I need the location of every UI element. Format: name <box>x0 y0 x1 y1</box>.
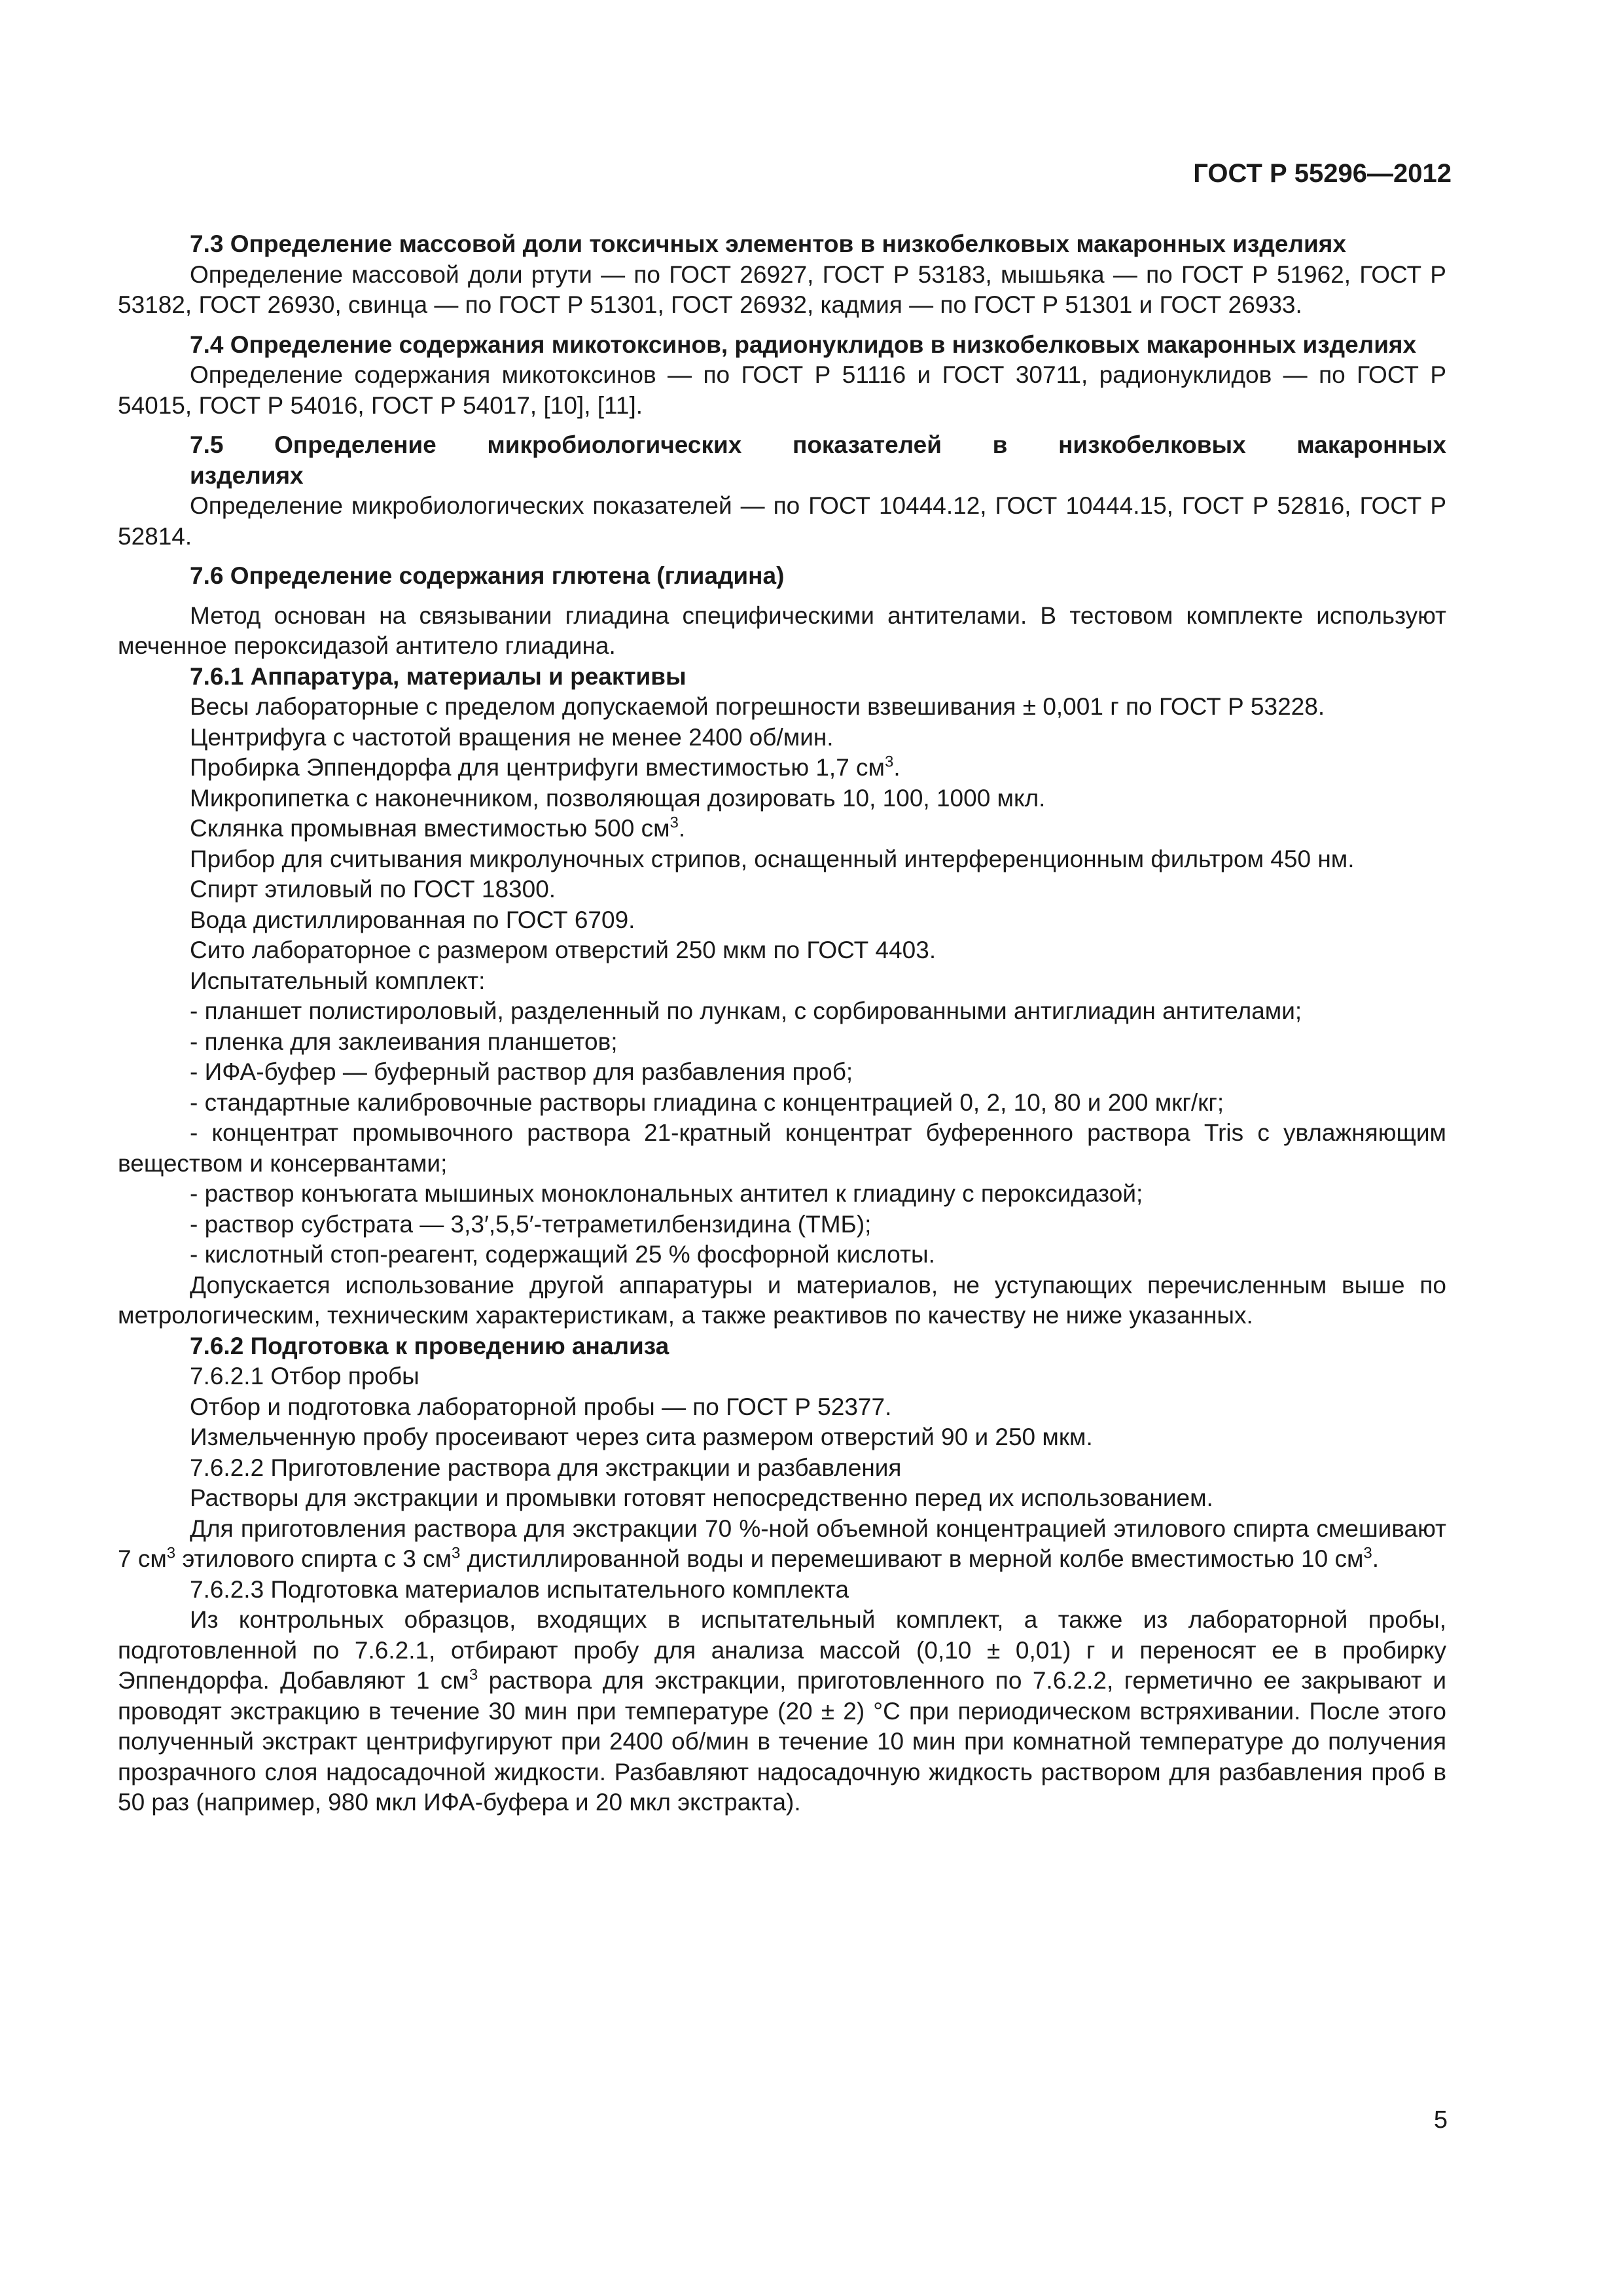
alternatives-note: Допускается использование другой аппаратуры и материалов, не уступающих перечисленным выше по метрологическим, техническим характеристикам, а также реактивов по качеству не ниже указанных. <box>118 1271 1446 1329</box>
section-7-6-title: 7.6 Определение содержания глютена (глиадина) <box>190 562 785 589</box>
list-item: - раствор субстрата — 3,3′,5,5′-тетраметилбензидина (ТМБ); <box>190 1210 872 1238</box>
section-7-6-1-title: 7.6.1 Аппаратура, материалы и реактивы <box>190 662 687 690</box>
section-7-5-title-cont: изделиях <box>190 461 304 489</box>
reagent-alcohol: Спирт этиловый по ГОСТ 18300. <box>190 876 556 903</box>
section-7-3-text: Определение массовой доли ртути — по ГОСТ 26927, ГОСТ Р 53183, мышьяка — по ГОСТ Р 51962, ГОСТ Р 53182, ГОСТ 26930, свинца — по ГОСТ Р 51301, ГОСТ 26932, кадмия — по ГОСТ Р 51301 и ГОСТ 26933. <box>118 260 1446 318</box>
list-item: - раствор конъюгата мышиных моноклональных антител к глиадину с пероксидазой; <box>190 1180 1143 1207</box>
test-kit-label: Испытательный комплект: <box>190 967 486 994</box>
solutions-text: Растворы для экстракции и промывки готовят непосредственно перед их использованием. <box>190 1484 1213 1511</box>
equipment-pipette: Микропипетка с наконечником, позволяющая дозировать 10, 100, 1000 мкл. <box>190 784 1046 812</box>
equipment-centrifuge: Центрифуга с частотой вращения не менее 2400 об/мин. <box>190 723 834 751</box>
equipment-tube: Пробирка Эппендорфа для центрифуги вместимостью 1,7 $см^3$. <box>190 753 901 781</box>
list-item: - пленка для заклеивания планшетов; <box>190 1028 618 1055</box>
extraction-solution-text: Для приготовления раствора для экстракции 70 %-ной объемной концентрацией этилового спирта смешивают 7 $см^3$ этилового спирта с 3 $см^3$ дистиллированной воды и перемешивают в мерной колбе вместимостью 10 $см^3$. <box>118 1515 1446 1572</box>
list-item: - стандартные калибровочные растворы глиадина с концентрацией 0, 2, 10, 80 и 200 мкг/кг; <box>190 1088 1224 1116</box>
list-item: - планшет полистироловый, разделенный по лункам, с сорбированными антиглиадин антителами; <box>190 997 1302 1024</box>
document-body <box>118 229 1446 1818</box>
list-item: - кислотный стоп-реагент, содержащий 25 % фосфорной кислоты. <box>190 1241 935 1268</box>
section-7-6-2-2-title: 7.6.2.2 Приготовление раствора для экстракции и разбавления <box>190 1454 902 1481</box>
section-7-5-text: Определение микробиологических показателей — по ГОСТ 10444.12, ГОСТ 10444.15, ГОСТ Р 52816, ГОСТ Р 52814. <box>118 492 1446 550</box>
section-7-6-2-title: 7.6.2 Подготовка к проведению анализа <box>190 1332 669 1359</box>
extraction-procedure-text: Из контрольных образцов, входящих в испытательный комплект, а также из лабораторной пробы, подготовленной по 7.6.2.1, отбирают пробу для анализа массой (0,10 ± 0,01) г и переносят ее в пробирку Эппендорфа. Добавляют 1 $см^3$ раствора для экстракции, приготовленного по 7.6.2.2, герметично ее закрывают и проводят экстракцию в течение 30 мин при температуре (20 ± 2) °С при периодическом встряхивании. После этого полученный экстракт центрифугируют при 2400 об/мин в течение 10 мин при комнатной температуре до получения прозрачного слоя надосадочной жидкости. Разбавляют надосадочную жидкость раствором для разбавления проб в 50 раз (например, 980 мкл ИФА-буфера и 20 мкл экстракта). <box>118 1606 1446 1816</box>
page-number: 5 <box>1433 2106 1448 2134</box>
section-7-4-title: 7.4 Определение содержания микотоксинов, радионуклидов в низкобелковых макаронных изделиях <box>190 331 1417 358</box>
section-7-4-text: Определение содержания микотоксинов — по ГОСТ Р 51116 и ГОСТ 30711, радионуклидов — по ГОСТ Р 54015, ГОСТ Р 54016, ГОСТ Р 54017, [10], [11]. <box>118 361 1446 419</box>
list-item: - концентрат промывочного раствора 21-кратный концентрат буференного раствора Tris с увлажняющим веществом и консервантами; <box>118 1119 1446 1177</box>
reagent-water: Вода дистиллированная по ГОСТ 6709. <box>190 906 635 933</box>
equipment-reader: Прибор для считывания микролуночных стрипов, оснащенный интерференционным фильтром 450 нм. <box>190 845 1355 872</box>
list-item: - ИФА-буфер — буферный раствор для разбавления проб; <box>190 1058 853 1085</box>
equipment-sieve: Сито лабораторное с размером отверстий 250 мкм по ГОСТ 4403. <box>190 937 936 963</box>
section-7-3-title: 7.3 Определение массовой доли токсичных элементов в низкобелковых макаронных изделиях <box>190 230 1346 257</box>
section-7-5-title: 7.5 Определение микробиологических показателей в низкобелковых макаронных <box>190 431 1446 458</box>
sieving-text: Измельченную пробу просеивают через сита размером отверстий 90 и 250 мкм. <box>190 1424 1093 1450</box>
equipment-scales: Весы лабораторные с пределом допускаемой погрешности взвешивания ± 0,001 г по ГОСТ Р 53228. <box>190 693 1325 720</box>
section-7-6-2-1-title: 7.6.2.1 Отбор пробы <box>190 1363 419 1390</box>
section-7-6-2-3-title: 7.6.2.3 Подготовка материалов испытательного комплекта <box>190 1575 849 1603</box>
section-7-6-text: Метод основан на связывании глиадина специфическими антителами. В тестовом комплекте используют меченное пероксидазой антитело глиадина. <box>118 601 1446 659</box>
equipment-flask: Склянка промывная вместимостью 500 $см^3$. <box>190 814 686 842</box>
document-header: ГОСТ Р 55296—2012 <box>1193 159 1452 188</box>
sampling-text: Отбор и подготовка лабораторной пробы — по ГОСТ Р 52377. <box>190 1393 892 1420</box>
